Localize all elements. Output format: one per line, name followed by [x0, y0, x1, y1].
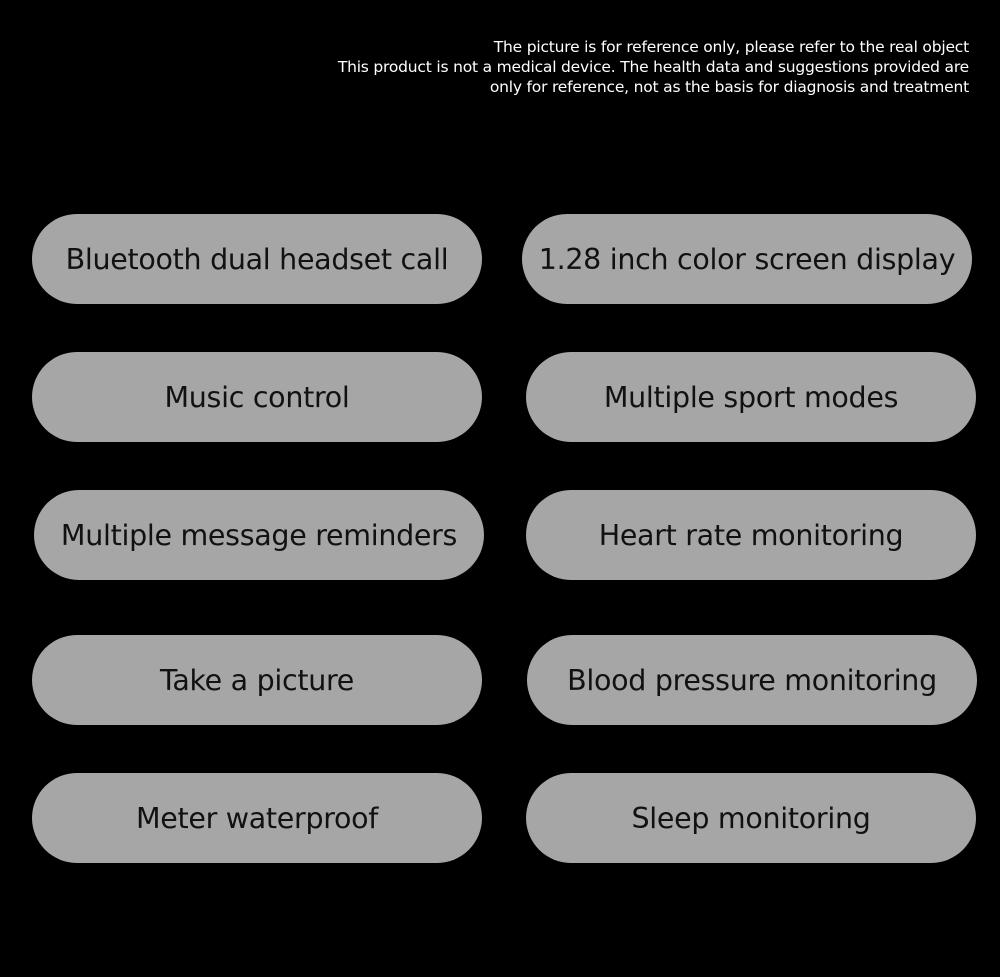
feature-pill-take-picture: [32, 635, 482, 725]
disclaimer-line-2: This product is not a medical device. The health data and suggestions provided are: [337, 58, 969, 76]
feature-label: Multiple message reminders: [60, 518, 458, 552]
feature-label: 1.28 inch color screen display: [538, 242, 956, 276]
feature-label: Music control: [164, 380, 350, 414]
disclaimer-line-3: only for reference, not as the basis for diagnosis and treatment: [489, 78, 969, 96]
feature-label: Bluetooth dual headset call: [65, 242, 449, 276]
feature-label: Take a picture: [159, 663, 355, 697]
disclaimer-line-1: The picture is for reference only, please refer to the real object: [493, 38, 969, 56]
feature-pill-waterproof: [32, 773, 482, 863]
feature-pill-sport-modes: [526, 352, 976, 442]
disclaimer: [269, 37, 969, 97]
feature-pill-bluetooth-call: [32, 214, 482, 304]
feature-label: Heart rate monitoring: [598, 518, 904, 552]
feature-pill-color-screen: [522, 214, 972, 304]
feature-label: Blood pressure monitoring: [567, 663, 937, 697]
feature-label: Meter waterproof: [135, 801, 379, 835]
feature-pill-message-reminders: [34, 490, 484, 580]
feature-label: Sleep monitoring: [631, 801, 871, 835]
feature-pill-blood-pressure: [527, 635, 977, 725]
feature-pill-music-control: [32, 352, 482, 442]
feature-pill-heart-rate: [526, 490, 976, 580]
feature-label: Multiple sport modes: [603, 380, 899, 414]
feature-pill-sleep-monitoring: [526, 773, 976, 863]
